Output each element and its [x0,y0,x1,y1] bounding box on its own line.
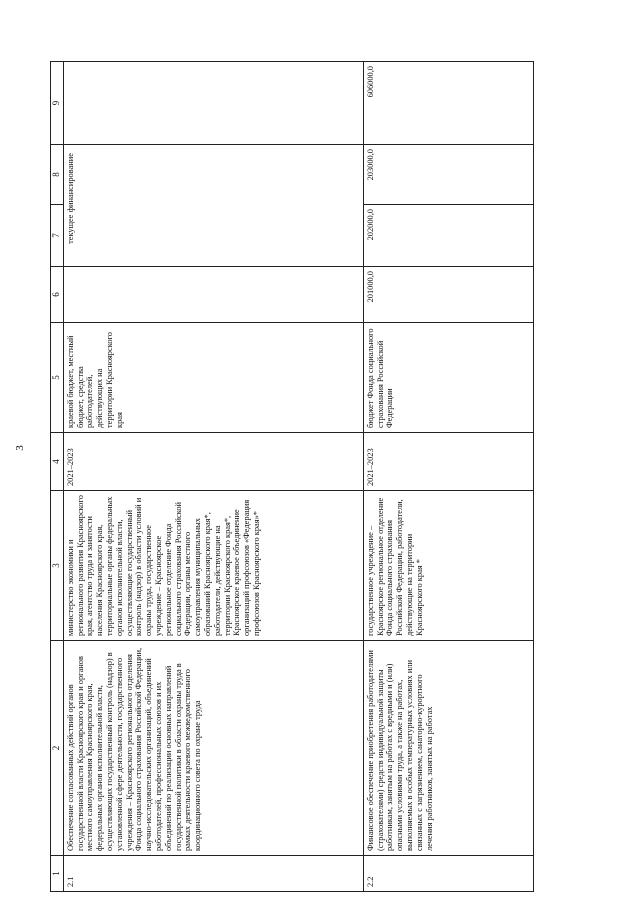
header-cell: 4 [51,433,64,491]
value-2023: 203000,0 [363,145,533,205]
value-2021: 201000,0 [363,267,533,323]
table-row [63,62,363,892]
header-cell: 2 [51,641,64,856]
source-cell: краевой бюджет, местный бюджет, средства работодателей, действующих на территории Красноярского края [63,323,363,433]
header-cell: 5 [51,323,64,433]
header-cell: 8 [51,145,64,205]
header-cell: 6 [51,267,64,323]
event-cell: Финансовое обеспечение приобретения работодателями (страхователями) средств индивидуальной защиты работникам, занятым на работах с вредными и (или) опасными условиями труда, а также на работах, выполняемых в особых температурных условиях или связанных с загрязнением, санаторно-курортного лечения работников, занятых на работах [363,641,533,856]
header-cell: 9 [51,62,64,145]
table-row [363,62,533,892]
value-total: 606000,0 [363,62,533,145]
header-cell: 1 [51,856,64,892]
executors-cell: министерство экономики и регионального развития Красноярского края, агентство труда и занятости населения Красноярского края, территориальные органы федеральных органов исполнительной власти, осуществляющие государственный контроль (надзор) в области условий и охраны труда, государственное учреждение – Красноярское региональное отделение Фонда социального страхования Российской Федерации, органы местного самоуправления муниципальных образований Красноярского края*, работодатели, действующие на территории Красноярского края*, Красноярское краевое объединение организаций профсоюзов «Федерация профсоюзов Красноярского края»* [63,491,363,641]
financing-cell [63,267,363,323]
measures-table [50,61,534,892]
event-cell: Обеспечение согласованных действий органов государственной власти Красноярского края и органов местного самоуправления Красноярского края, федеральных органов исполнительной власти, осуществляющих государственный контроль (надзор) в установленной сфере деятельности, государственного учреждения – Красноярского регионального отделения Фонда социального страхования Российской Федерации, научно-исследовательских организаций, объединений работодателей, профессиональных союзов и их объединений по реализации основных направлений государственной политики в области охраны труда в рамках деятельности краевого межведомственного координационного совета по охране труда [63,641,363,856]
row-number: 2.1 [63,856,363,892]
rotated-page-content [50,62,590,892]
total-cell [63,62,363,145]
value-2022: 202000,0 [363,205,533,267]
row-number: 2.2 [363,856,533,892]
financing-note: текущее финансирование [63,145,363,267]
period-cell: 2021–2023 [63,433,363,491]
source-cell: бюджет Фонда социального страхования Российской Федерации [363,323,533,433]
executors-cell: государственное учреждение – Красноярское региональное отделение Фонда социального страхования Российской Федерации, работодатели, действующие на территории Красноярского края * [363,491,533,641]
header-cell: 3 [51,491,64,641]
header-row [51,62,64,892]
header-cell: 7 [51,205,64,267]
period-cell: 2021–2023 [363,433,533,491]
page-number: 3 [14,445,26,451]
